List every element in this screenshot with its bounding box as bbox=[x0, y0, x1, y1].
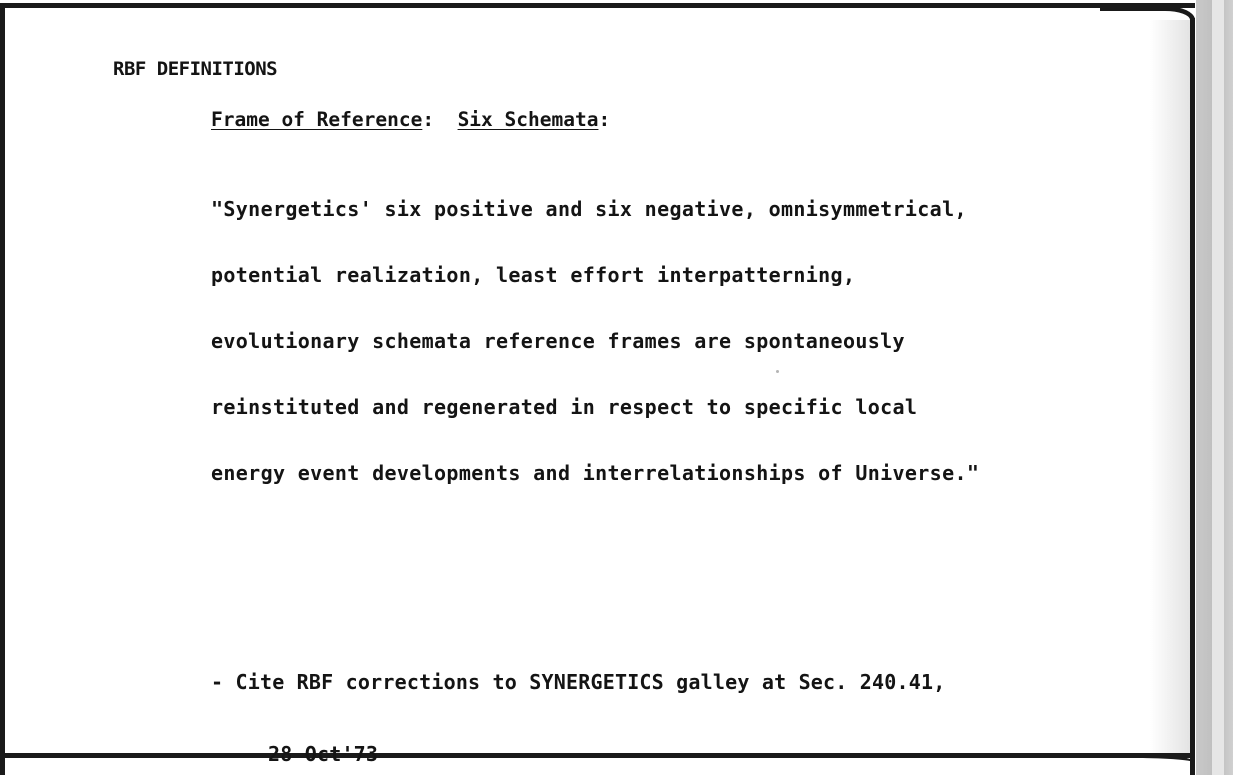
subheading-six-schemata: Six Schemata bbox=[457, 108, 599, 131]
citation-note bbox=[211, 622, 945, 775]
citation-line-2: 28 Oct'73 bbox=[268, 742, 379, 766]
scan-background-highlight bbox=[1212, 0, 1224, 775]
card-border-top bbox=[0, 3, 1195, 8]
subheading-frame-of-reference: Frame of Reference bbox=[211, 108, 423, 131]
quote-line-3: evolutionary schemata reference frames are spontaneously bbox=[211, 329, 905, 353]
quote-line-4: reinstituted and regenerated in respect to specific local bbox=[211, 395, 918, 419]
paper-speck bbox=[776, 370, 779, 373]
card-subheading bbox=[211, 108, 610, 131]
citation-line-1: - Cite RBF corrections to SYNERGETICS galley at Sec. 240.41, bbox=[211, 670, 946, 694]
definition-quote bbox=[211, 154, 979, 528]
card-border-right bbox=[1190, 18, 1195, 775]
quote-line-5: energy event developments and interrelationships of Universe." bbox=[211, 461, 980, 485]
subheading-separator-2: : bbox=[598, 108, 611, 131]
card-border-left bbox=[0, 3, 5, 775]
card-edge-shadow bbox=[1150, 20, 1190, 753]
card-corner-top-right bbox=[1100, 6, 1195, 22]
quote-line-2: potential realization, least effort interpatterning, bbox=[211, 263, 856, 287]
subheading-separator-1: : bbox=[422, 108, 458, 131]
card-heading: RBF DEFINITIONS bbox=[113, 58, 278, 80]
quote-line-1: "Synergetics' six positive and six negative, omnisymmetrical, bbox=[211, 197, 967, 221]
